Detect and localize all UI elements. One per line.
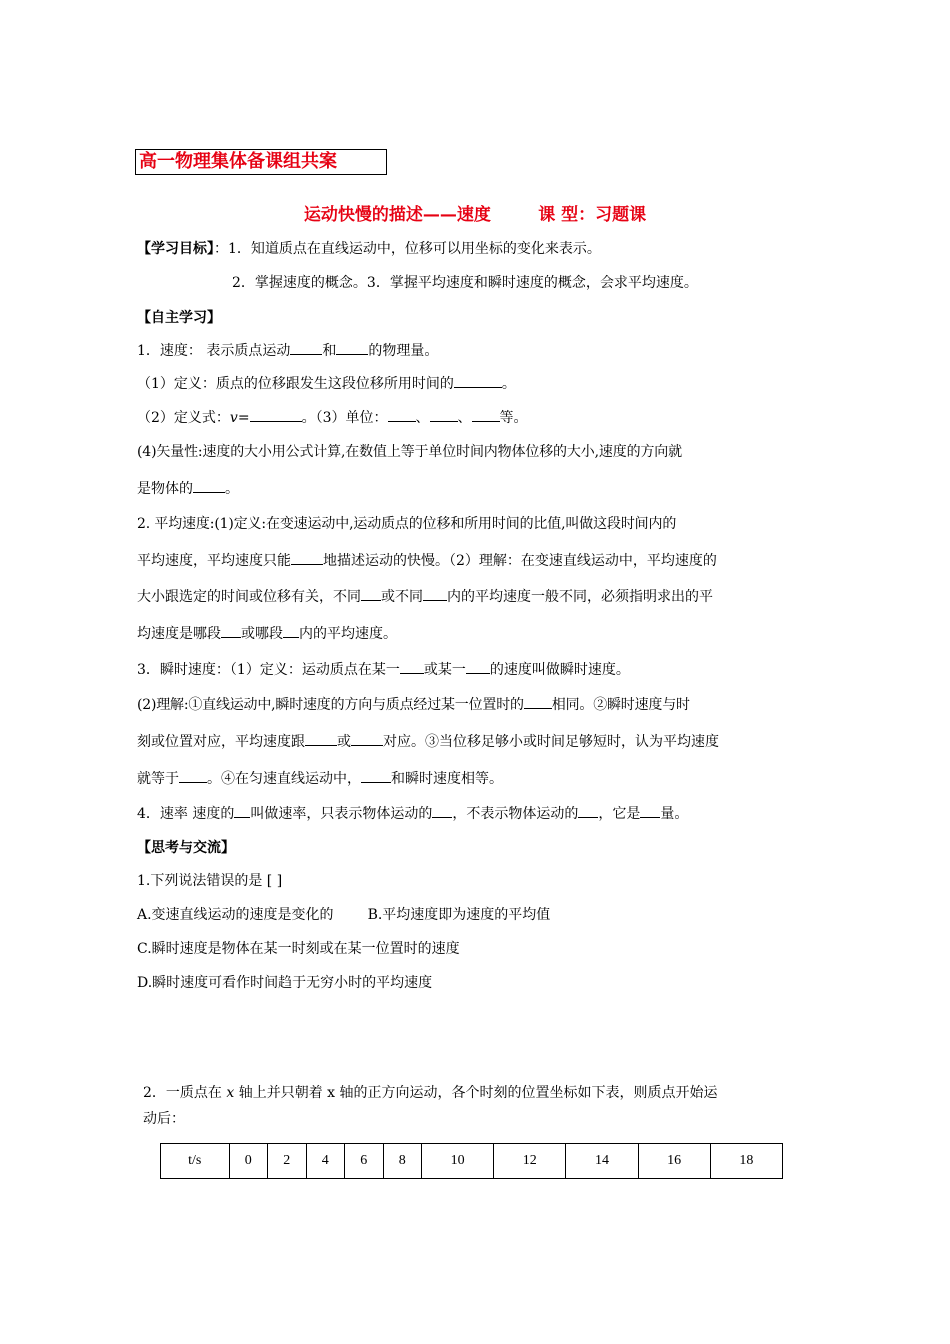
- s2-line-4: [137, 624, 397, 644]
- fill-blank[interactable]: [305, 732, 337, 746]
- text: （1）定义：质点的位移跟发生这段位移所用时间的: [137, 376, 454, 392]
- position-time-table: [160, 1143, 783, 1179]
- text: 的速度叫做瞬时速度。: [489, 662, 630, 678]
- s2-line-2: [137, 551, 717, 571]
- text: (2)理解:①直线运动中,瞬时速度的方向与质点经过某一位置时的: [137, 697, 524, 713]
- self-study-label: 【自主学习】: [137, 310, 221, 326]
- fill-blank[interactable]: [472, 408, 500, 422]
- question-1: 1.下列说法错误的是 [ ]: [137, 873, 283, 889]
- option-b: B.平均速度即为速度的平均值: [367, 907, 551, 923]
- lesson-type-value: 习题课: [595, 205, 647, 225]
- text: 和瞬时速度相等。: [391, 771, 503, 787]
- group-title: 高一物理集体备课组共案: [135, 149, 387, 175]
- fill-blank[interactable]: [361, 769, 391, 783]
- table-row: [161, 1144, 783, 1179]
- lesson-title-line: [0, 200, 950, 225]
- question-2-line-1: [143, 1083, 718, 1103]
- text: 或哪段: [241, 626, 283, 642]
- table-cell: 10: [422, 1144, 494, 1179]
- fill-blank[interactable]: [221, 624, 241, 638]
- text: 或某一: [423, 662, 466, 678]
- text: 平均速度，平均速度只能: [137, 553, 291, 569]
- text: 。: [501, 376, 516, 392]
- text: 4．速率 速度的: [137, 806, 235, 822]
- text: 均速度是哪段: [137, 626, 221, 642]
- text: 叫做速率，只表示物体运动的: [250, 806, 433, 822]
- text: 地描述运动的快慢。（2）理解：在变速直线运动中，平均速度的: [323, 553, 717, 569]
- text: ，不表示物体运动的: [452, 806, 579, 822]
- table-cell: 16: [638, 1144, 710, 1179]
- text: （2）定义式：: [137, 410, 230, 426]
- s1-formula: [137, 408, 528, 428]
- fill-blank[interactable]: [290, 341, 322, 355]
- fill-blank[interactable]: [578, 804, 598, 818]
- table-cell: 4: [306, 1144, 345, 1179]
- text: 、: [457, 410, 472, 426]
- fill-blank[interactable]: [193, 479, 225, 493]
- option-a: A.变速直线运动的速度是变化的: [137, 907, 334, 923]
- s3-line-4: [137, 769, 503, 789]
- fill-blank[interactable]: [432, 804, 452, 818]
- table-header-cell: t/s: [161, 1144, 230, 1179]
- text: 量。: [660, 806, 689, 822]
- text: 等。: [499, 410, 528, 426]
- text: =: [237, 410, 250, 426]
- fill-blank[interactable]: [388, 408, 416, 422]
- fill-blank[interactable]: [400, 660, 424, 674]
- fill-blank[interactable]: [524, 695, 552, 709]
- fill-blank[interactable]: [423, 587, 447, 601]
- text: 和: [322, 343, 337, 359]
- x-symbol: x: [226, 1085, 235, 1101]
- fill-blank[interactable]: [336, 341, 368, 355]
- text: 或不同: [381, 589, 423, 605]
- table-cell: 0: [229, 1144, 268, 1179]
- table-cell: 8: [383, 1144, 422, 1179]
- fill-blank[interactable]: [430, 408, 458, 422]
- s4-speed-rate: [137, 804, 688, 824]
- fill-blank[interactable]: [250, 408, 302, 422]
- s2-line-1: 2. 平均速度:(1)定义:在变速运动中,运动质点的位移和所用时间的比值,叫做这段时间内的: [137, 516, 677, 532]
- question-1-options-ab: [137, 905, 550, 925]
- fill-blank[interactable]: [234, 804, 250, 818]
- text: 相同。②瞬时速度与时: [551, 697, 690, 713]
- velocity-symbol: v: [229, 410, 238, 426]
- objectives-item-1: ：1．知道质点在直线运动中，位移可以用坐标的变化来表示。: [214, 241, 601, 257]
- fill-blank[interactable]: [283, 624, 299, 638]
- text: 大小跟选定的时间或位移有关，不同: [137, 589, 361, 605]
- fill-blank[interactable]: [351, 732, 383, 746]
- lesson-title: 运动快慢的描述——速度: [303, 205, 491, 225]
- fill-blank[interactable]: [179, 769, 207, 783]
- table-cell: 2: [268, 1144, 307, 1179]
- text: 刻或位置对应，平均速度跟: [137, 734, 305, 750]
- text: 。（3）单位：: [301, 410, 388, 426]
- objectives-line-1: [137, 239, 601, 259]
- table-cell: 14: [566, 1144, 638, 1179]
- s1-vector-1: (4)矢量性:速度的大小用公式计算,在数值上等于单位时间内物体位移的大小,速度的方向就: [137, 444, 682, 460]
- table-cell: 12: [494, 1144, 566, 1179]
- lesson-type-label: 课 型：: [538, 205, 596, 225]
- objectives-line-2: 2．掌握速度的概念。3．掌握平均速度和瞬时速度的概念，会求平均速度。: [232, 275, 698, 291]
- question-2-line-2: 动后：: [143, 1111, 185, 1127]
- text: 内的平均速度。: [299, 626, 397, 642]
- table-cell: 6: [345, 1144, 384, 1179]
- text: 。: [225, 481, 239, 497]
- text: 轴上并只朝着 x 轴的正方向运动，各个时刻的位置坐标如下表，则质点开始运: [234, 1085, 718, 1101]
- table-cell: 18: [710, 1144, 782, 1179]
- text: 、: [415, 410, 430, 426]
- s3-line-1: [137, 660, 630, 680]
- s2-line-3: [137, 587, 713, 607]
- s1-vector-2: [137, 479, 239, 499]
- s1-speed: [137, 341, 438, 361]
- text: 2．一质点在: [143, 1085, 227, 1101]
- text: 内的平均速度一般不同，必须指明求出的平: [447, 589, 713, 605]
- objectives-label: 【学习目标】: [137, 241, 214, 257]
- fill-blank[interactable]: [454, 374, 502, 388]
- s3-line-2: [137, 695, 690, 715]
- s1-definition: [137, 374, 516, 394]
- text: 的物理量。: [368, 343, 439, 359]
- text: 对应。③当位移足够小或时间足够短时，认为平均速度: [383, 734, 719, 750]
- text: 。④在匀速直线运动中，: [207, 771, 361, 787]
- text: 1．速度： 表示质点运动: [137, 343, 291, 359]
- fill-blank[interactable]: [640, 804, 660, 818]
- option-d: D.瞬时速度可看作时间趋于无穷小时的平均速度: [137, 975, 433, 991]
- s3-line-3: [137, 732, 719, 752]
- fill-blank[interactable]: [361, 587, 381, 601]
- text: 是物体的: [137, 481, 193, 497]
- discussion-label: 【思考与交流】: [137, 840, 235, 856]
- fill-blank[interactable]: [466, 660, 490, 674]
- option-c: C.瞬时速度是物体在某一时刻或在某一位置时的速度: [137, 941, 460, 957]
- text: 就等于: [137, 771, 179, 787]
- text: ，它是: [598, 806, 641, 822]
- text: 3．瞬时速度：（1）定义：运动质点在某一: [137, 662, 400, 678]
- fill-blank[interactable]: [291, 551, 323, 565]
- text: 或: [337, 734, 351, 750]
